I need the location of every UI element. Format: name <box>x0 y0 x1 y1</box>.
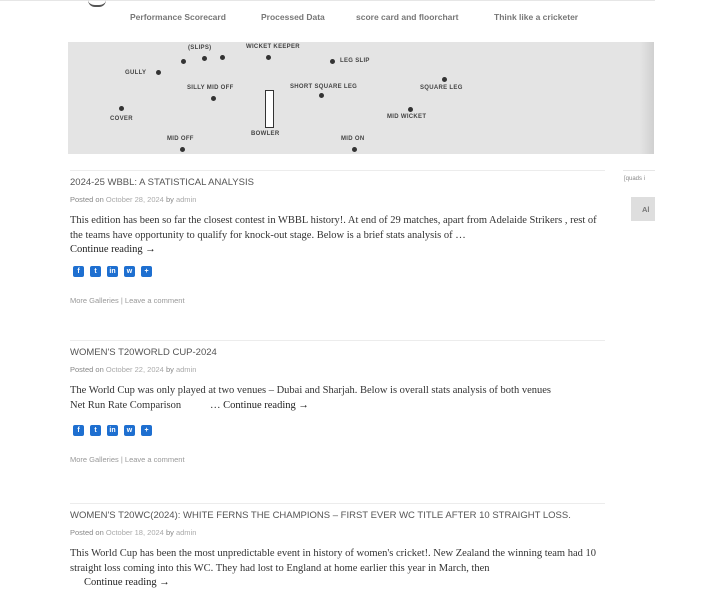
fielder-dot-slip-2 <box>202 56 207 61</box>
post-title-link[interactable]: WOMEN'S T20WORLD CUP-2024 <box>70 347 217 358</box>
fielder-dot-gully <box>156 70 161 75</box>
twitter-share-icon[interactable]: t <box>90 266 101 277</box>
banner-edge-shade <box>640 42 654 154</box>
post-author-link[interactable]: admin <box>175 365 197 374</box>
post-author-link[interactable]: admin <box>175 528 197 537</box>
fielder-dot-square-leg <box>442 77 447 82</box>
position-label-mid-off: MID OFF <box>167 136 194 142</box>
nav-score-card-floorchart[interactable]: score card and floorchart <box>356 12 459 22</box>
post-title-link[interactable]: WOMEN'S T20WC(2024): WHITE FERNS THE CHAMPIONS – FIRST EVER WC TITLE AFTER 10 STRAIGHT LOSS. <box>70 510 571 521</box>
post-divider <box>70 170 605 171</box>
site-logo-icon[interactable] <box>88 0 106 7</box>
post-excerpt-text: This World Cup has been the most unpredictable event in history of women's cricket!. New Zealand the winning team had 10 straight loss coming into this WC. They had lost to England at home earlier this year in March, then <box>70 548 597 574</box>
fielder-dot-slip-1 <box>181 59 186 64</box>
linkedin-share-icon[interactable]: in <box>107 425 118 436</box>
position-label-bowler: BOWLER <box>251 131 280 137</box>
post-footer <box>70 296 185 305</box>
post-date-link[interactable]: October 28, 2024 <box>105 195 164 204</box>
by-label: by <box>165 528 174 537</box>
continue-reading-link[interactable]: Continue reading → <box>84 577 170 588</box>
fielder-dot-cover <box>119 106 124 111</box>
more-share-icon[interactable]: + <box>141 266 152 277</box>
fielder-dot-short-square-leg <box>319 93 324 98</box>
sidebar-shortcode-text: [quads i <box>624 176 646 182</box>
position-label-wicket-keeper: WICKET KEEPER <box>246 44 300 50</box>
share-buttons <box>73 266 163 278</box>
footer-separator: | <box>120 296 123 305</box>
viewport-right-margin <box>655 0 707 580</box>
post-meta <box>70 528 196 537</box>
position-label-mid-wicket: MID WICKET <box>387 114 427 120</box>
sidebar-ad-text: Al <box>642 205 650 214</box>
posted-on-label: Posted on <box>70 528 104 537</box>
continue-reading-link[interactable]: Continue reading → <box>70 244 156 255</box>
twitter-share-icon[interactable]: t <box>90 425 101 436</box>
more-share-icon[interactable]: + <box>141 425 152 436</box>
share-buttons <box>73 425 163 437</box>
pitch-rectangle <box>265 90 274 128</box>
fielder-dot-silly-mid-off <box>211 96 216 101</box>
fielding-positions-banner <box>68 42 654 154</box>
position-label-slips: (SLIPS) <box>188 45 212 51</box>
leave-comment-link[interactable]: Leave a comment <box>124 455 185 464</box>
fielder-dot-mid-on <box>352 147 357 152</box>
position-label-mid-on: MID ON <box>341 136 365 142</box>
position-label-silly-mid-off: SILLY MID OFF <box>187 85 234 91</box>
facebook-share-icon[interactable]: f <box>73 266 84 277</box>
post-excerpt <box>70 214 600 258</box>
facebook-share-icon[interactable]: f <box>73 425 84 436</box>
post-date-link[interactable]: October 22, 2024 <box>105 365 164 374</box>
post-date-link[interactable]: October 18, 2024 <box>105 528 164 537</box>
fielder-dot-leg-slip <box>330 59 335 64</box>
category-link[interactable]: More Galleries <box>70 455 119 464</box>
category-link[interactable]: More Galleries <box>70 296 119 305</box>
position-label-gully: GULLY <box>125 70 147 76</box>
posted-on-label: Posted on <box>70 195 104 204</box>
nav-performance-scorecard[interactable]: Performance Scorecard <box>130 12 226 22</box>
post-excerpt <box>70 384 604 413</box>
post-author-link[interactable]: admin <box>175 195 197 204</box>
fielder-dot-mid-wicket <box>408 107 413 112</box>
position-label-cover: COVER <box>110 116 133 122</box>
post-excerpt-text: This edition has been so far the closest contest in WBBL history!. At end of 29 matches, apart from Adelaide Strikers , rest of the teams have opportunity to qualify for knock-out stage. Below is a brief stats analysis of … <box>70 215 597 241</box>
fielder-dot-mid-off <box>180 147 185 152</box>
linkedin-share-icon[interactable]: in <box>107 266 118 277</box>
whatsapp-share-icon[interactable]: w <box>124 425 135 436</box>
by-label: by <box>165 195 174 204</box>
by-label: by <box>165 365 174 374</box>
posted-on-label: Posted on <box>70 365 104 374</box>
position-label-short-square-leg: SHORT SQUARE LEG <box>290 84 358 90</box>
fielder-dot-wicket-keeper <box>266 55 271 60</box>
leave-comment-link[interactable]: Leave a comment <box>124 296 185 305</box>
fielder-dot-slip-3 <box>220 55 225 60</box>
post-divider <box>70 503 605 504</box>
post-excerpt <box>70 547 600 591</box>
nav-think-like-cricketer[interactable]: Think like a cricketer <box>494 12 579 22</box>
post-divider <box>70 340 605 341</box>
whatsapp-share-icon[interactable]: w <box>124 266 135 277</box>
sidebar-divider <box>623 170 655 171</box>
post-title-link[interactable]: 2024-25 WBBL: A STATISTICAL ANALYSIS <box>70 177 254 188</box>
position-label-square-leg: SQUARE LEG <box>420 85 463 91</box>
position-label-leg-slip: LEG SLIP <box>340 58 370 64</box>
post-footer <box>70 455 185 464</box>
footer-separator: | <box>120 455 123 464</box>
sidebar-ad-box[interactable] <box>631 197 655 221</box>
post-meta <box>70 195 196 204</box>
main-nav <box>0 12 707 26</box>
post-meta <box>70 365 196 374</box>
continue-reading-link[interactable]: Continue reading → <box>223 399 309 411</box>
nav-processed-data[interactable]: Processed Data <box>261 12 325 22</box>
post-excerpt-text: The World Cup was only played at two venues – Dubai and Sharjah. Below is overall stats analysis of both venues Net Run Rate Comparison … <box>70 385 604 411</box>
